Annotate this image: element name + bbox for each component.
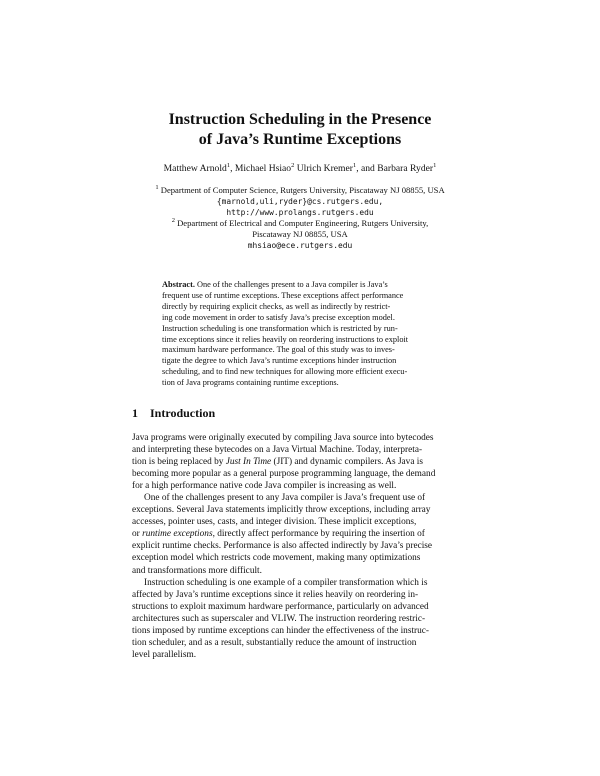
section-heading bbox=[132, 406, 215, 420]
title-line-2: of Java’s Runtime Exceptions bbox=[198, 131, 402, 148]
section-title: Introduction bbox=[150, 406, 216, 420]
paragraph-2-line: One of the challenges present to any Java compiler is Java’s frequent use of bbox=[144, 493, 426, 504]
paragraph-3-line: tions imposed by runtime exceptions can hinder the effectiveness of the instruc- bbox=[132, 625, 429, 636]
text-run: or bbox=[132, 529, 143, 540]
affiliation-1-url[interactable]: http://www.prolangs.rutgers.edu bbox=[226, 208, 374, 217]
paragraph-2-line: and transformations more difficult. bbox=[132, 565, 262, 576]
abstract-line: ing code movement in order to satisfy Java’s precise exception model. bbox=[162, 312, 395, 322]
author-separator: , bbox=[230, 163, 235, 174]
paragraph-2-line: exception model which restricts code movement, making many optimizations bbox=[132, 553, 421, 564]
affiliation-1 bbox=[132, 185, 468, 196]
abstract-line bbox=[162, 280, 440, 291]
paragraph-3-line: architectures such as superscaler and VLIW. The instruction reordering restric- bbox=[132, 613, 426, 624]
author-affiliation-mark: 1 bbox=[352, 161, 357, 169]
paragraph-3-line: affected by Java’s runtime exceptions since it relies heavily on reordering in- bbox=[132, 589, 419, 600]
paragraph-2-line bbox=[132, 528, 468, 540]
paragraph-3-line: tion scheduler, and as a result, substantially reduce the amount of instruction bbox=[132, 637, 417, 648]
affiliation-2-email: mhsiao@ece.rutgers.edu bbox=[247, 241, 353, 250]
section-number: 1 bbox=[132, 406, 138, 420]
author-affiliation-mark: 2 bbox=[291, 161, 295, 169]
text-run: , directly affect performance by requiring the insertion of bbox=[212, 529, 425, 540]
text-run: (JIT) and dynamic compilers. As Java is bbox=[271, 457, 423, 468]
abstract-line: time exceptions since it relies heavily on reordering instructions to exploit bbox=[162, 334, 409, 344]
author-affiliation-mark: 1 bbox=[433, 161, 437, 169]
affiliation-1-text: Department of Computer Science, Rutgers University, Piscataway NJ 08855, USA bbox=[160, 185, 445, 195]
paragraph-1-line bbox=[132, 456, 468, 468]
text-run: tion is being replaced by bbox=[132, 457, 226, 468]
abstract-line: scheduling, and to find new techniques for allowing more efficient execu- bbox=[162, 367, 408, 377]
affiliation-2 bbox=[132, 218, 468, 229]
author-name: Ulrich Kremer bbox=[296, 163, 353, 174]
author-name: Barbara Ryder bbox=[377, 163, 434, 174]
paragraph-2-line: accesses, pointer uses, casts, and integer division. These implicit exceptions, bbox=[132, 517, 417, 528]
affiliation-2-text: Department of Electrical and Computer Engineering, Rutgers University, bbox=[177, 218, 429, 228]
abstract-line: frequent use of runtime exceptions. These exceptions affect performance bbox=[162, 290, 404, 300]
paragraph-2-line: exceptions. Several Java statements implicitly throw exceptions, including array bbox=[132, 505, 431, 516]
paper-title bbox=[132, 110, 468, 150]
author-affiliation-mark: 1 bbox=[226, 161, 231, 169]
affiliation-2-location: Piscataway NJ 08855, USA bbox=[252, 229, 348, 239]
body-text bbox=[132, 432, 468, 661]
abstract-line: tigate the degree to which Java’s runtime exceptions hinder instruction bbox=[162, 356, 397, 366]
paragraph-1-line: becoming more popular as a general purpose programming language, the demand bbox=[132, 469, 436, 480]
paragraph-2-line: explicit runtime checks. Performance is also affected indirectly by Java’s precise bbox=[132, 541, 433, 552]
affiliations bbox=[132, 185, 468, 251]
title-line-1: Instruction Scheduling in the Presence bbox=[168, 111, 432, 128]
affiliation-2-mark: 2 bbox=[171, 217, 175, 225]
author-separator: , and bbox=[356, 163, 378, 174]
paragraph-3-line: level parallelism. bbox=[132, 649, 197, 660]
author-name: Michael Hsiao bbox=[234, 163, 292, 174]
paragraph-3-line: Instruction scheduling is one example of a compiler transformation which is bbox=[144, 577, 428, 588]
emphasis-runtime-exceptions: runtime exceptions bbox=[142, 529, 213, 540]
abstract-line: maximum hardware performance. The goal of this study was to inves- bbox=[162, 345, 395, 355]
abstract-line: directly by requiring explicit checks, as well as indirectly by restrict- bbox=[162, 301, 391, 311]
abstract-line: Instruction scheduling is one transformation which is restricted by run- bbox=[162, 323, 398, 333]
abstract-line: tion of Java programs containing runtime exceptions. bbox=[162, 378, 339, 388]
paragraph-3-line: structions to exploit maximum hardware performance, particularly on advanced bbox=[132, 601, 429, 612]
author-name: Matthew Arnold bbox=[163, 163, 227, 174]
paragraph-1-line: and interpreting these bytecodes on a Java Virtual Machine. Today, interpreta- bbox=[132, 445, 423, 456]
abstract-label: Abstract. bbox=[162, 280, 195, 289]
abstract bbox=[162, 280, 440, 389]
affiliation-1-mark: 1 bbox=[155, 184, 159, 192]
emphasis-jit: Just In Time bbox=[225, 457, 272, 468]
author-list bbox=[132, 163, 468, 175]
paragraph-1-line: Java programs were originally executed by compiling Java source into bytecodes bbox=[132, 433, 434, 443]
abstract-first-line: One of the challenges present to a Java compiler is Java’s bbox=[194, 280, 388, 289]
affiliation-1-email: {marnold,uli,ryder}@cs.rutgers.edu, bbox=[216, 197, 384, 206]
paragraph-1-line: for a high performance native code Java compiler is increasing as well. bbox=[132, 481, 397, 492]
